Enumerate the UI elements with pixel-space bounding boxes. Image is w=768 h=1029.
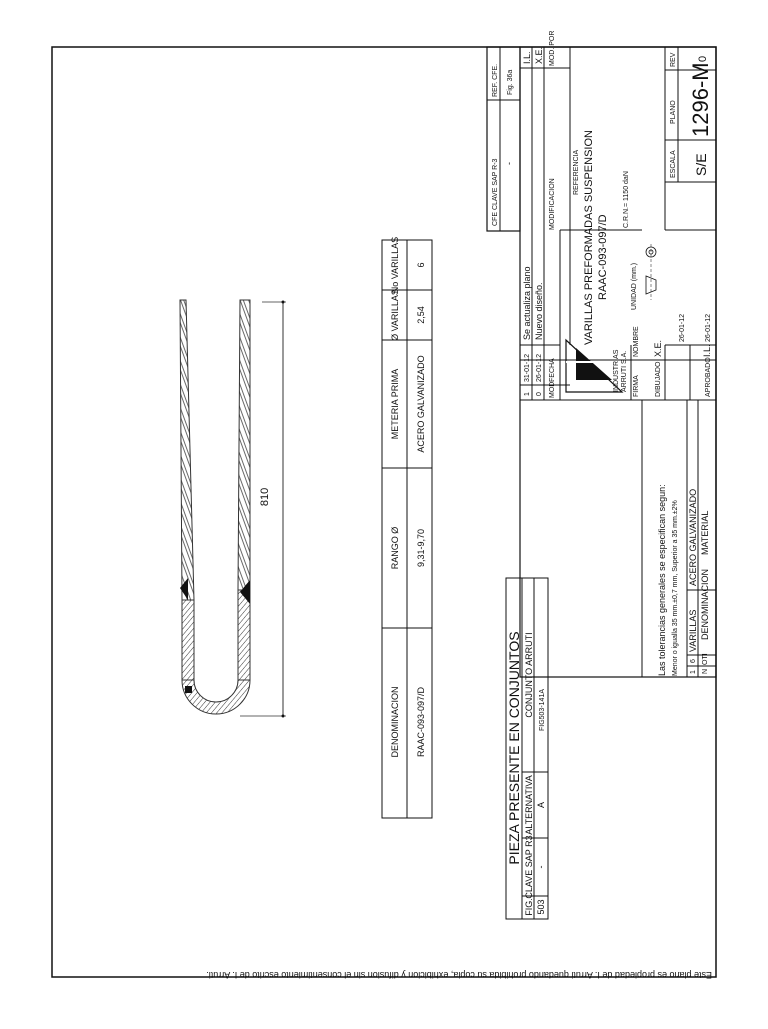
assembly-cell-alternativa: A [536, 801, 546, 809]
material-header-rango: RANGO Ø [390, 526, 400, 570]
projection-symbol [646, 244, 656, 300]
rev0-fecha: 26-01-12 [536, 353, 543, 382]
plano-value: 1296-M [688, 62, 713, 137]
rev-label: REV [670, 52, 677, 67]
nombre-label: NOMBRE [633, 326, 640, 357]
assembly-cell-conjunto: FIG503-141A [539, 688, 546, 732]
ref-cfe-label: REF. CFE. [492, 63, 499, 97]
material-cell-denominacion: RAAC-093-097/D [416, 686, 426, 758]
rev1-por: I.L. [522, 51, 532, 64]
aprobado-date: 26-01-12 [705, 313, 712, 342]
title-block [487, 31, 716, 687]
parts-qty: 1 [690, 670, 697, 674]
copyright-note: Este plano es propiedad de I. Arruti quedando prohibida su copia, exhibicion y difusion sin el consentimiento escrito de I. Arruti. [206, 970, 712, 980]
rod-leg-left-twisted [180, 300, 194, 600]
material-table [382, 237, 432, 818]
tolerance-note-line1: Las tolerancias generales se especifican segun: [657, 484, 667, 676]
rev0-por: X.E. [534, 46, 544, 64]
rev1-n: 1 [524, 392, 531, 396]
escala-label: ESCALA [670, 150, 677, 178]
tolerance-note-line2: Menor o igualla 35 mm.±0,7 mm, Superior a 35 mm.±2% [672, 500, 679, 676]
assembly-cell-fig: 503 [536, 899, 546, 915]
carga-label: C.R.N.= 1150 daN [623, 171, 630, 228]
material-cell-no-varillas: 6 [416, 262, 426, 268]
parts-denom: VARILLAS [688, 609, 698, 652]
assembly-header-clave: CLAVE SAP R3 [524, 835, 534, 899]
cfe-clave-value: - [504, 162, 514, 165]
assembly-cell-clave: - [536, 865, 546, 869]
rod-leg-right-hatched [238, 590, 250, 680]
dibujado-name: X.E. [653, 339, 663, 357]
plano-label: PLANO [670, 100, 677, 124]
parts-header-no: OTI [702, 653, 709, 665]
company-name-line2: ARRUTI S.A. [621, 350, 628, 392]
parts-header-material: MATERIAL [700, 510, 710, 555]
referencia-label: REFERENCIA [573, 149, 580, 195]
rev-header-n: MOD. [549, 379, 556, 398]
rod-u-bend [182, 680, 250, 714]
dibujado-label: DIBUJADO [655, 361, 662, 397]
rod-leg-left-hatched [182, 600, 194, 680]
material-cell-diametro: 2,54 [416, 306, 426, 324]
parts-no: 6 [690, 659, 697, 663]
rev-header-modificacion: MODIFICACION [549, 178, 556, 230]
firma-label: FIRMA [633, 375, 640, 397]
material-header-materia-prima: METERIA PRIMA [390, 368, 400, 440]
rev0-n: 0 [536, 392, 543, 396]
parts-material: ACERO GALVANIZADO [688, 488, 698, 586]
drawing-title-line1: VARILLAS PREFORMADAS SUSPENSION [583, 130, 595, 345]
assembly-header-fig: FIG. [524, 898, 534, 916]
drawing-title-line2: RAAC-093-097/D [597, 214, 609, 300]
rev1-modificacion: Se actualiza plano [522, 266, 532, 340]
unidad-label: UNIDAD (mm.) [631, 262, 638, 310]
parts-header-qty: N [702, 668, 709, 674]
assembly-header-conjunto: CONJUNTO ARRUTI [524, 632, 534, 718]
escala-value: S/E [693, 153, 709, 176]
material-cell-materia-prima: ACERO GALVANIZADO [416, 355, 426, 453]
rev-value: 0 [697, 55, 709, 62]
material-cell-rango: 9,31-9,70 [416, 528, 426, 568]
material-header-no-varillas: No VARILLAS [390, 236, 400, 294]
rev-header-por: MOD. POR [549, 30, 556, 66]
rev1-fecha: 31-01-12 [524, 353, 531, 382]
aprobado-label: APROBADO [705, 357, 712, 397]
dimension-value: 810 [259, 487, 271, 507]
preformed-rod-drawing [180, 300, 286, 718]
marker-square [185, 686, 192, 693]
dibujado-date: 26-01-12 [679, 313, 686, 342]
material-header-denominacion: DENOMINACION [390, 686, 400, 758]
rod-leg-right-twisted [238, 300, 250, 590]
rev-header-fecha: FECHA [549, 358, 556, 382]
ref-cfe-value: Fig. 36a [507, 69, 514, 95]
material-header-diametro: Ø VARILLAS [390, 289, 400, 341]
assembly-table [506, 578, 548, 919]
assembly-header-alternativa: ALTERNATIVA [524, 775, 534, 835]
assembly-title: PIEZA PRESENTE EN CONJUNTOS [506, 631, 522, 865]
parts-header-denom: DENOMINACION [700, 568, 710, 640]
company-name-line1: INDUSTRIAS [613, 349, 620, 392]
sheet-border [52, 47, 716, 977]
cfe-clave-label: CFE CLAVE SAP R-3 [492, 158, 499, 226]
aprobado-name: I.L. [702, 344, 712, 357]
rev0-modificacion: Nuevo diseño. [534, 282, 544, 340]
